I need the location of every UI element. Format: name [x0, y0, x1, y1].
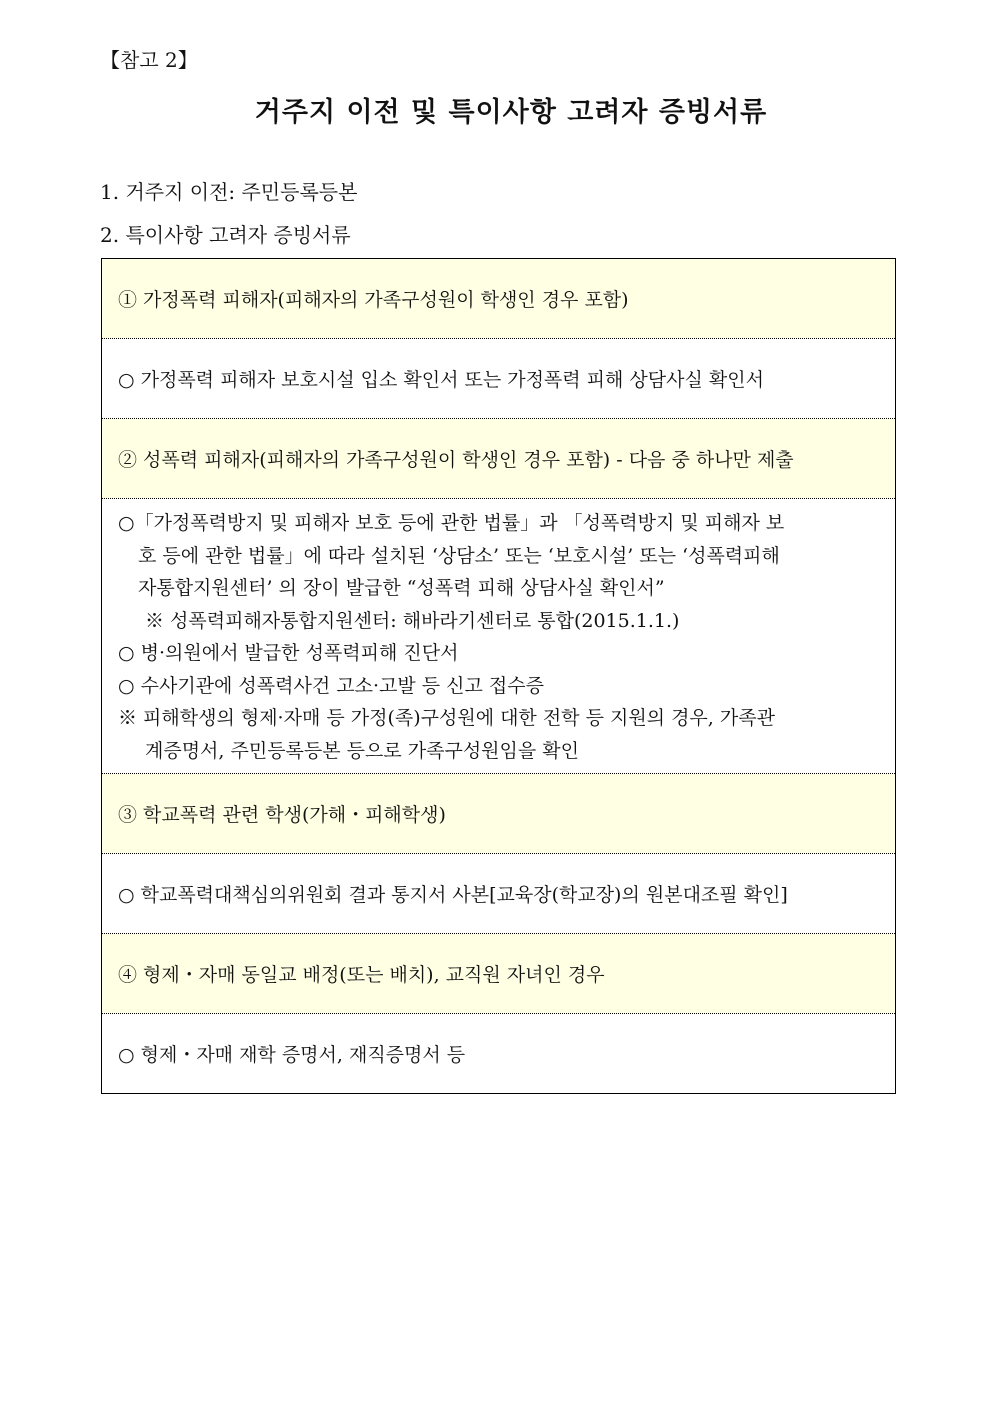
body-line: 계증명서, 주민등록등본 등으로 가족구성원임을 확인	[145, 739, 579, 762]
page-title: 거주지 이전 및 특이사항 고려자 증빙서류	[254, 97, 768, 128]
section-header: ④ 형제・자매 동일교 배정(또는 배치), 교직원 자녀인 경우	[102, 934, 896, 1014]
list-item-special: 2. 특이사항 고려자 증빙서류	[100, 223, 351, 247]
section-body: ○ 형제・자매 재학 증명서, 재직증명서 등	[118, 1044, 466, 1066]
section-header: ③ 학교폭력 관련 학생(가해・피해학생)	[102, 774, 896, 854]
body-line: ※ 피해학생의 형제·자매 등 가정(족)구성원에 대한 전학 등 지원의 경우, 가족관	[118, 707, 775, 729]
section-body	[102, 499, 896, 774]
body-line: ※ 성폭력피해자통합지원센터: 해바라기센터로 통합(2015.1.1.)	[145, 609, 680, 632]
body-line: 호 등에 관한 법률」에 따라 설치된 ‘상담소’ 또는 ‘보호시설’ 또는 ‘성폭력피해	[138, 544, 780, 567]
body-line: ○ 병·의원에서 발급한 성폭력피해 진단서	[118, 642, 459, 664]
section-header: ① 가정폭력 피해자(피해자의 가족구성원이 학생인 경우 포함)	[102, 259, 896, 339]
documents-table	[101, 258, 896, 1094]
body-line: ○ 수사기관에 성폭력사건 고소·고발 등 신고 접수증	[118, 674, 544, 697]
section-header: ② 성폭력 피해자(피해자의 가족구성원이 학생인 경우 포함) - 다음 중 하나만 제출	[102, 419, 896, 499]
reference-label: 【참고 2】	[100, 48, 198, 72]
section-body: ○ 학교폭력대책심의위원회 결과 통지서 사본[교육장(학교장)의 원본대조필 확인]	[102, 854, 896, 934]
section-body: ○ 가정폭력 피해자 보호시설 입소 확인서 또는 가정폭력 피해 상담사실 확인서	[102, 339, 896, 419]
list-item-residence: 1. 거주지 이전: 주민등록등본	[100, 180, 358, 204]
body-line: ○「가정폭력방지 및 피해자 보호 등에 관한 법률」과 「성폭력방지 및 피해자 보	[118, 512, 785, 534]
body-line: 자통합지원센터’ 의 장이 발급한 “성폭력 피해 상담사실 확인서”	[138, 577, 665, 599]
